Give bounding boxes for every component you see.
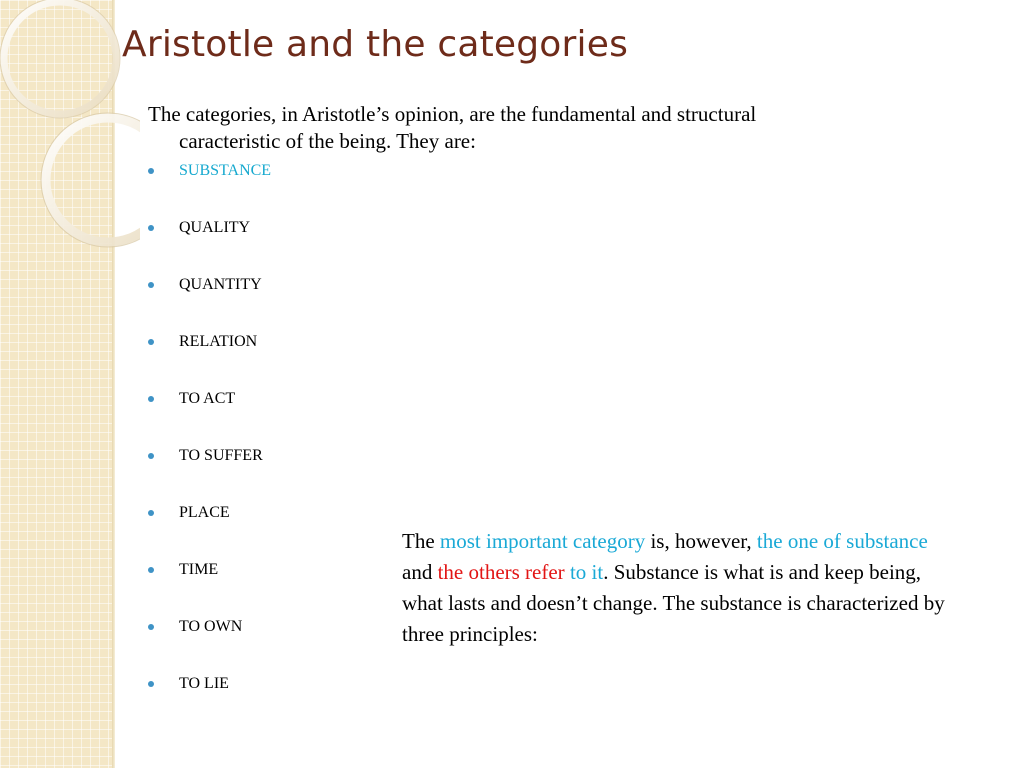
category-label: RELATION <box>179 333 258 350</box>
intro-paragraph <box>148 101 888 155</box>
summary-text: is, however, <box>645 529 757 553</box>
summary-highlight-substance: the one of substance <box>756 529 928 553</box>
category-label: TO OWN <box>179 618 243 635</box>
category-item-to-lie <box>148 672 271 729</box>
category-item-time <box>148 558 271 615</box>
bullet-icon <box>148 225 154 231</box>
bullet-icon <box>148 567 154 573</box>
categories-list <box>148 159 271 729</box>
category-label: QUANTITY <box>179 276 262 293</box>
category-item-quality <box>148 216 271 273</box>
category-item-substance <box>148 159 271 216</box>
category-item-quantity <box>148 273 271 330</box>
category-item-to-suffer <box>148 444 271 501</box>
bullet-icon <box>148 396 154 402</box>
summary-text: The <box>402 529 440 553</box>
category-label: TO ACT <box>179 390 236 407</box>
bullet-icon <box>148 282 154 288</box>
bullet-icon <box>148 339 154 345</box>
category-label: PLACE <box>179 504 230 521</box>
bullet-icon <box>148 510 154 516</box>
decorative-rings <box>0 0 140 260</box>
summary-text: . Substance is what is and keep being, what lasts and doesn’t change. The substance is characterized by three principles: <box>402 560 945 646</box>
category-label: TIME <box>179 561 219 578</box>
summary-highlight-to-it: to it <box>569 560 604 584</box>
category-item-to-act <box>148 387 271 444</box>
bullet-icon <box>148 453 154 459</box>
intro-line-1: The categories, in Aristotle’s opinion, are the fundamental and structural <box>148 102 757 126</box>
summary-highlight-most-important: most important category <box>439 529 646 553</box>
category-item-place <box>148 501 271 558</box>
summary-text: and <box>402 560 438 584</box>
slide-title: Aristotle and the categories <box>122 24 629 65</box>
category-label: TO SUFFER <box>179 447 263 464</box>
decorative-ring-small <box>46 118 140 242</box>
decorative-ring-small-shadow <box>41 113 140 247</box>
decorative-ring-large <box>4 2 116 114</box>
category-label: TO LIE <box>179 675 229 692</box>
category-item-to-own <box>148 615 271 672</box>
bullet-icon <box>148 624 154 630</box>
category-label: SUBSTANCE <box>179 162 272 179</box>
category-item-relation <box>148 330 271 387</box>
summary-paragraph <box>402 526 962 650</box>
bullet-icon <box>148 168 154 174</box>
summary-highlight-others-refer: the others refer <box>437 560 565 584</box>
category-label: QUALITY <box>179 219 251 236</box>
intro-line-2: caracteristic of the being. They are: <box>179 129 476 153</box>
bullet-icon <box>148 681 154 687</box>
